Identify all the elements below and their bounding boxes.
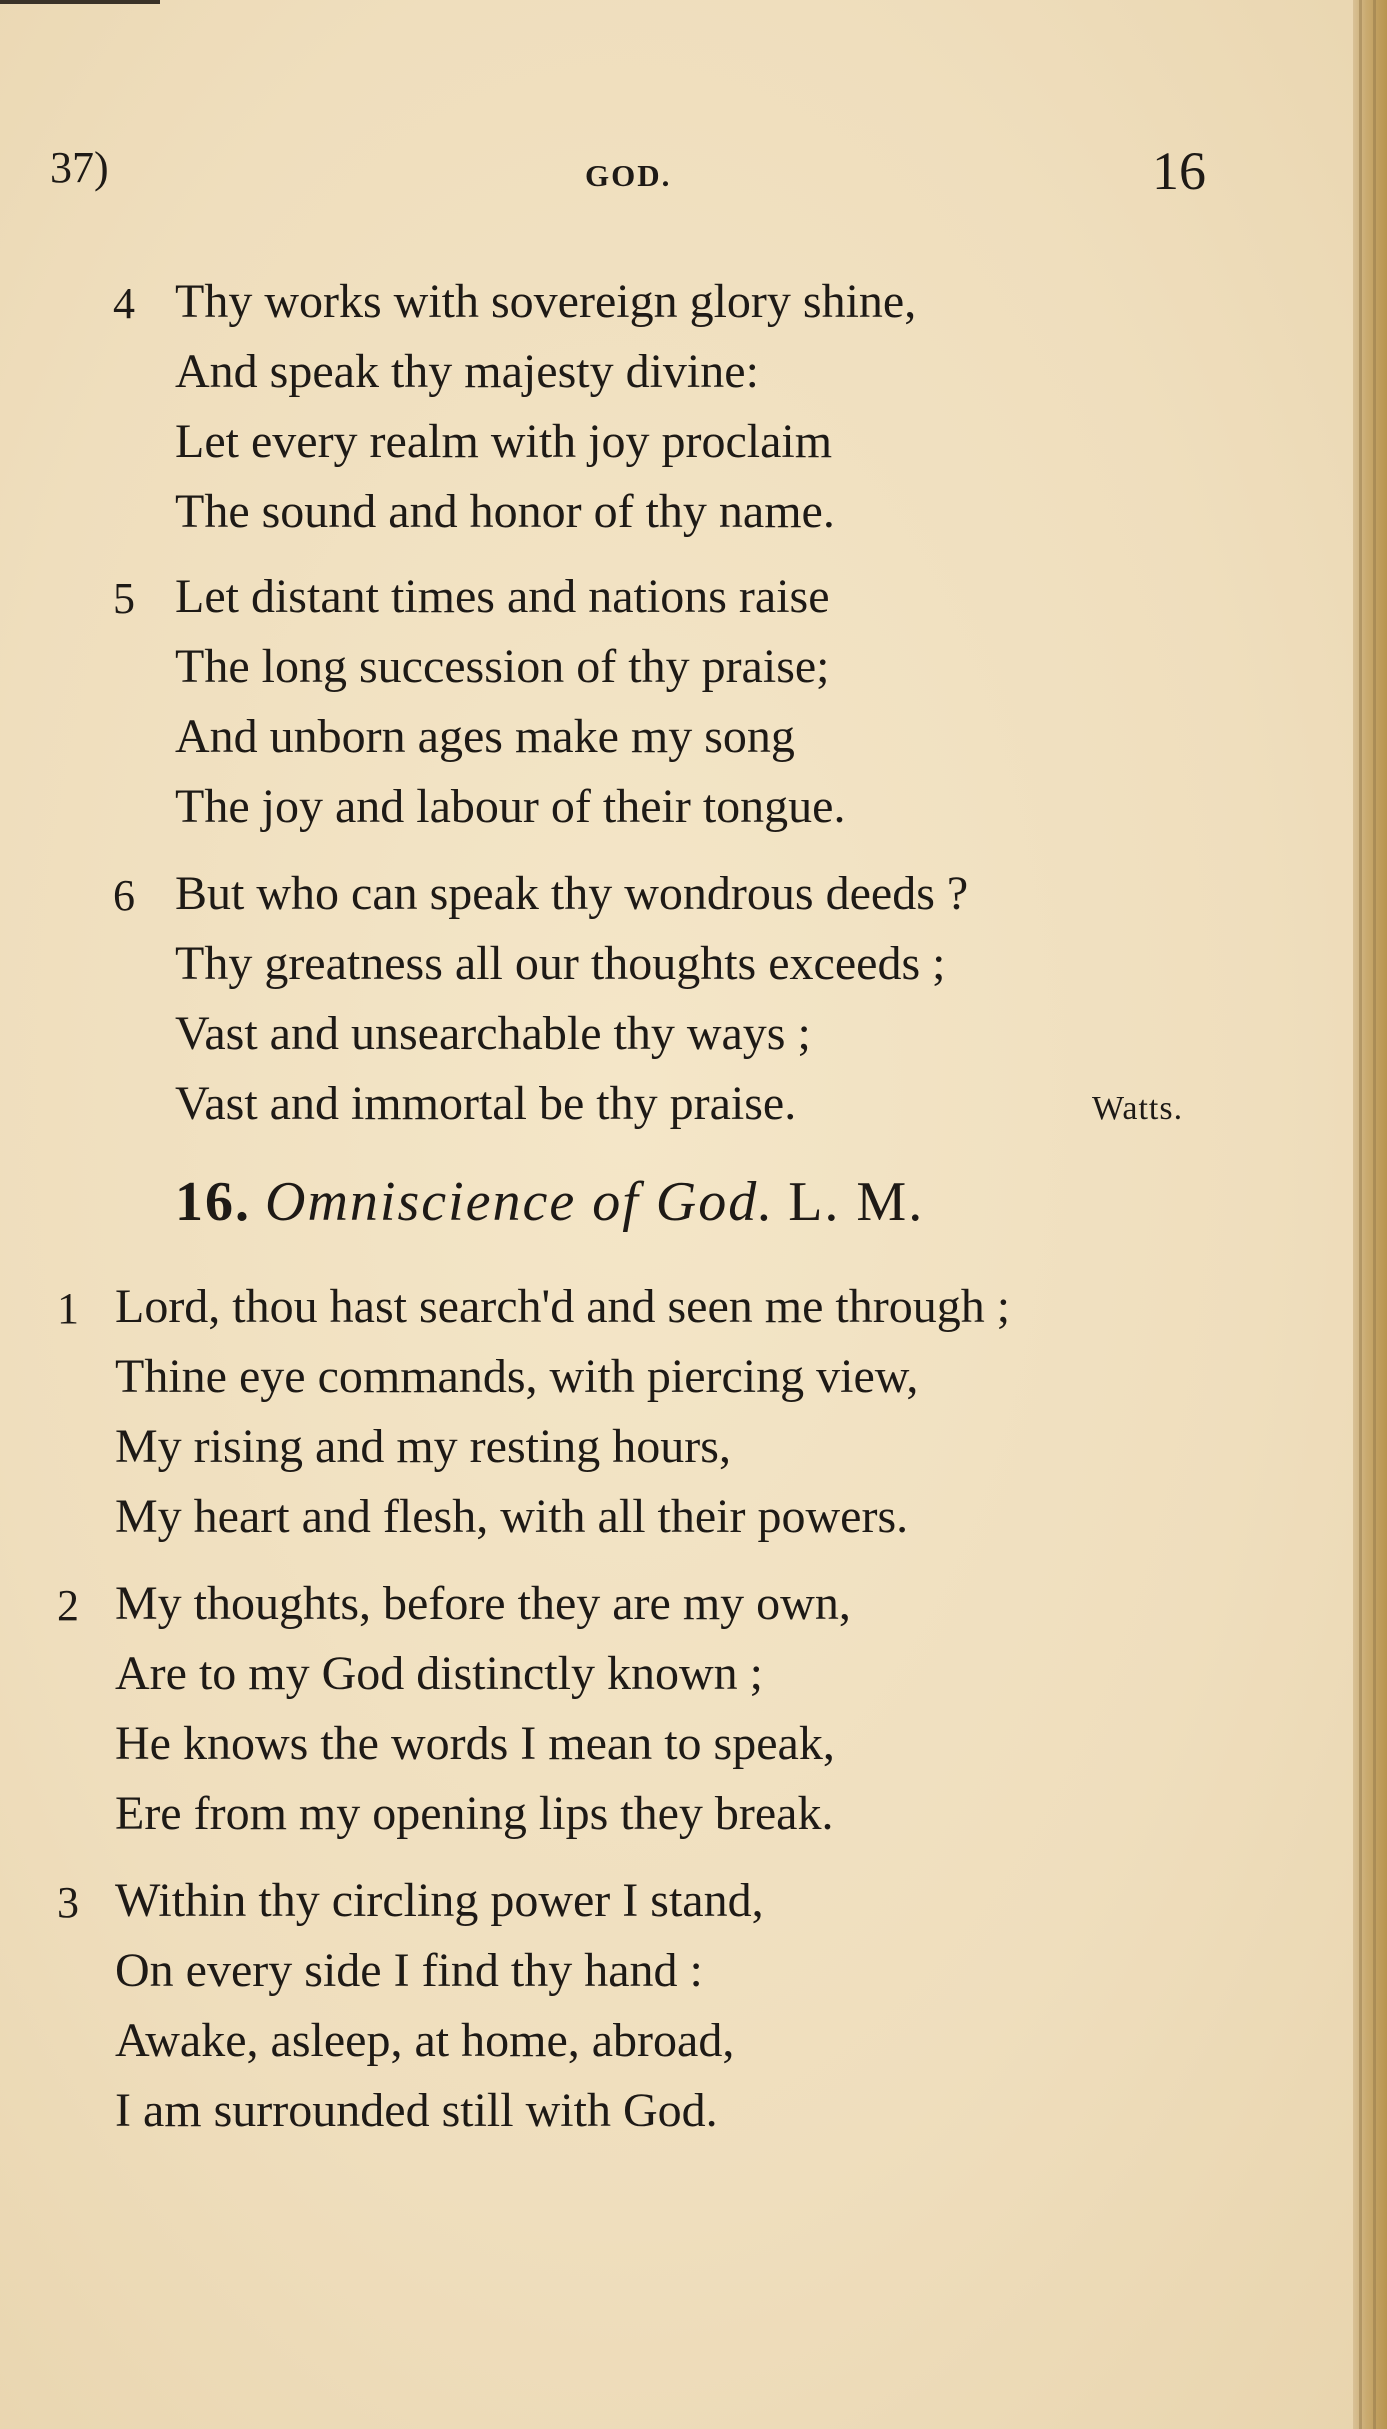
hymn-heading xyxy=(175,1170,924,1234)
hymn-meter: L. M. xyxy=(788,1171,925,1233)
verse-line: Thy greatness all our thoughts exceeds ; xyxy=(175,937,946,990)
verse-number: 3 xyxy=(57,1878,79,1927)
verse-line: Thy works with sovereign glory shine, xyxy=(175,275,917,328)
verse-number: 2 xyxy=(57,1581,79,1630)
verse-line: Let distant times and nations raise xyxy=(175,570,830,623)
verse-line: My rising and my resting hours, xyxy=(115,1420,731,1473)
verse-line: The joy and labour of their tongue. xyxy=(175,780,846,833)
verse-number: 1 xyxy=(57,1284,79,1333)
verse-line: Thine eye commands, with piercing view, xyxy=(115,1350,919,1403)
verse-line: Awake, asleep, at home, abroad, xyxy=(115,2014,735,2067)
verse-line: I am surrounded still with God. xyxy=(115,2084,718,2137)
verse-line: The sound and honor of thy name. xyxy=(175,485,835,538)
verse-line: And speak thy majesty divine: xyxy=(175,345,759,398)
verse-line: Vast and immortal be thy praise. xyxy=(175,1077,797,1130)
verse-line: On every side I find thy hand : xyxy=(115,1944,703,1997)
running-header xyxy=(0,140,1387,220)
verse-line: The long succession of thy praise; xyxy=(175,640,830,693)
verse-line: Vast and unsearchable thy ways ; xyxy=(175,1007,811,1060)
hymn-number: 16. xyxy=(175,1171,251,1233)
hymn-title: Omniscience of God. xyxy=(265,1171,775,1233)
top-rule xyxy=(0,0,160,4)
verse-line: Let every realm with joy proclaim xyxy=(175,415,833,468)
verse-number: 6 xyxy=(113,871,135,920)
verse-line: My thoughts, before they are my own, xyxy=(115,1577,851,1630)
edge-line xyxy=(1373,0,1376,2429)
author-attribution: Watts. xyxy=(1092,1090,1184,1127)
verse-line: But who can speak thy wondrous deeds ? xyxy=(175,867,969,920)
verse-line: And unborn ages make my song xyxy=(175,710,795,763)
edge-line xyxy=(1359,0,1362,2429)
verse-line: He knows the words I mean to speak, xyxy=(115,1717,835,1770)
verse-number: 4 xyxy=(113,279,135,328)
verse-line: Are to my God distinctly known ; xyxy=(115,1647,763,1700)
header-title: GOD. xyxy=(585,158,672,193)
verse-line: My heart and flesh, with all their powers. xyxy=(115,1490,909,1543)
header-left-number: 37) xyxy=(50,143,109,192)
verse-number: 5 xyxy=(113,574,135,623)
page-edge xyxy=(1353,0,1387,2429)
page-number: 16 xyxy=(1152,141,1206,201)
verse-line: Ere from my opening lips they break. xyxy=(115,1787,834,1840)
verse-line: Within thy circling power I stand, xyxy=(115,1874,764,1927)
verse-line: Lord, thou hast search'd and seen me through ; xyxy=(115,1280,1011,1333)
